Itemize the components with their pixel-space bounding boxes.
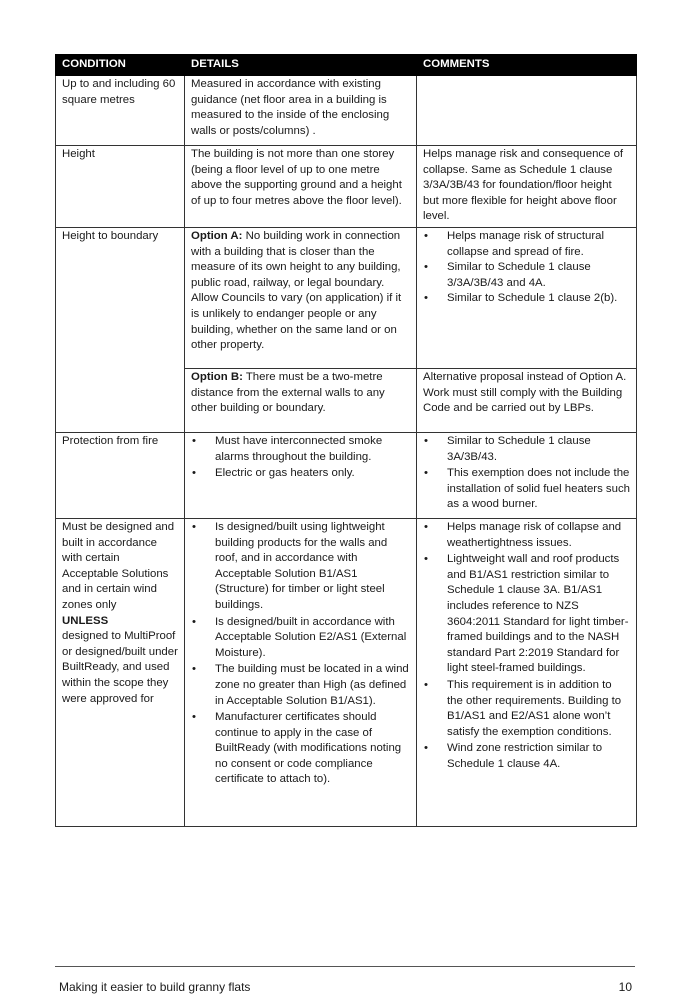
bullet-icon: •	[424, 261, 428, 274]
list-item: • Helps manage risk of collapse and weathertightness issues.	[424, 520, 622, 549]
cell-details	[185, 432, 417, 518]
cell-condition: Height to boundary	[56, 227, 185, 432]
cell-comments: Alternative proposal instead of Option A. Work must still comply with the Building Code and be carried out by LBPs.	[417, 368, 637, 432]
table-row	[56, 518, 637, 826]
bullet-icon: •	[424, 520, 428, 533]
list-item: • Lightweight wall and roof products and B1/AS1 restriction similar to Schedule 1 clause 3A. B1/AS1 includes reference to NZS 3604:2011 Standard for light timber-framed buildings and to the NASH standard Part 2:2019 Standard for light steel-framed buildings.	[424, 553, 629, 675]
cell-comments	[417, 76, 637, 146]
bullet-icon: •	[424, 434, 428, 447]
cell-details: The building is not more than one storey (being a floor level of up to one metre above the supporting ground and a height of up to four metres above the floor level).	[185, 146, 417, 228]
cell-condition: Up to and including 60 square metres	[56, 76, 185, 146]
list-item: • This requirement is in addition to the other requirements. Building to B1/AS1 and E2/AS1 alone won’t satisfy the exemption conditions.	[424, 678, 622, 738]
list-item: • Similar to Schedule 1 clause 2(b).	[423, 291, 630, 307]
bullet-icon: •	[192, 663, 196, 676]
table-header-row	[56, 55, 637, 76]
list-item: • Similar to Schedule 1 clause 3/3A/3B/43 and 4A.	[424, 261, 591, 289]
list-item: • Manufacturer certificates should continue to apply in the case of BuiltReady (with modifications noting no consent or code compliance certificate to attach to).	[192, 711, 402, 786]
bullet-icon: •	[192, 615, 196, 628]
list-item: • The building must be located in a wind zone no greater than High (as defined in Acceptable Solution B1/AS1).	[192, 663, 409, 707]
bullet-icon: •	[192, 520, 196, 533]
bullet-icon: •	[424, 467, 428, 480]
header-details: DETAILS	[185, 55, 417, 76]
footer-divider	[55, 966, 635, 967]
cell-condition: Height	[56, 146, 185, 228]
condition-unless: UNLESS	[62, 614, 109, 627]
page-number: 10	[618, 980, 632, 994]
option-b-label: Option B:	[191, 370, 243, 383]
table-row	[56, 146, 637, 228]
cell-details	[185, 227, 417, 368]
list-item: • This exemption does not include the installation of solid fuel heaters such as a wood burner.	[424, 467, 630, 511]
bullet-icon: •	[424, 742, 428, 755]
bullet-icon: •	[424, 292, 428, 305]
bullet-icon: •	[192, 467, 196, 480]
condition-text-c: designed to MultiProof or designed/built under BuiltReady, and used within the scope they were approved for	[62, 630, 178, 705]
list-item: • Helps manage risk of structural collapse and spread of fire.	[424, 229, 604, 258]
table-row	[56, 227, 637, 368]
table-row	[56, 432, 637, 518]
cell-condition: Protection from fire	[56, 432, 185, 518]
header-condition: CONDITION	[56, 55, 185, 76]
cell-details: Measured in accordance with existing guidance (net floor area in a building is measured to the inside of the enclosing walls or posts/columns) .	[185, 76, 417, 146]
bullet-icon: •	[192, 434, 196, 447]
bullet-icon: •	[192, 711, 196, 724]
option-a-label: Option A:	[191, 229, 243, 242]
list-item: • Must have interconnected smoke alarms throughout the building.	[192, 434, 383, 463]
option-b-text: There must be a two-metre distance from the external walls to any other building or boundary.	[191, 370, 385, 415]
cell-condition	[56, 518, 185, 826]
header-comments: COMMENTS	[417, 55, 637, 76]
cell-details	[185, 518, 417, 826]
cell-comments: Helps manage risk and consequence of collapse. Same as Schedule 1 clause 3/3A/3B/43 for foundation/floor height but more flexible for height above floor level.	[417, 146, 637, 228]
list-item: • Wind zone restriction similar to Schedule 1 clause 4A.	[424, 742, 603, 770]
bullet-icon: •	[424, 678, 428, 691]
bullet-icon: •	[424, 229, 428, 242]
list-item: • Is designed/built using lightweight building products for the walls and roof, and in accordance with Acceptable Solution B1/AS1 (Structure) for timber or light steel buildings.	[192, 520, 388, 611]
table-row	[56, 76, 637, 146]
footer-title: Making it easier to build granny flats	[59, 980, 251, 994]
cell-details	[185, 368, 417, 432]
list-item: • Similar to Schedule 1 clause 3A/3B/43.	[424, 434, 591, 463]
list-item: • Electric or gas heaters only.	[191, 466, 410, 482]
list-item: • Is designed/built in accordance with Acceptable Solution E2/AS1 (External Moisture).	[192, 615, 407, 659]
cell-comments	[417, 518, 637, 826]
conditions-table	[55, 54, 637, 827]
cell-comments	[417, 227, 637, 368]
bullet-icon: •	[424, 553, 428, 566]
option-a-text: No building work in connection with a building that is closer than the measure of its own height to any building, public road, railway, or legal boundary.	[191, 229, 401, 289]
cell-comments	[417, 432, 637, 518]
option-a-text-2: Allow Councils to vary (on application) if it is unlikely to endanger people or any building, whether on the same land or on other property.	[191, 292, 402, 352]
condition-text-a: Must be designed and built in accordance with certain Acceptable Solutions and in certain wind zones only	[62, 520, 175, 611]
